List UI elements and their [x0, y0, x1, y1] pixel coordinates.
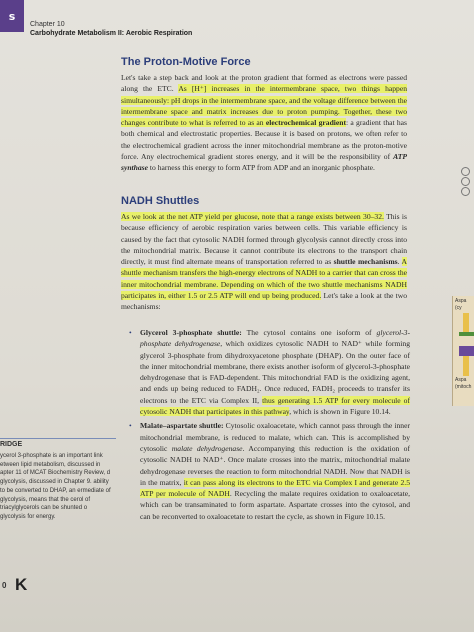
- molecule-ring-icon: [461, 187, 470, 196]
- shuttle-list: [128, 327, 410, 525]
- highlighted-text: thus generating 1.5 ATP for every molecule of cytosolic NADH that participates in this pathway: [140, 395, 410, 417]
- highlighted-text: As [H⁺] increases in the intermembrane space, two things happen simultaneously: pH drops in the intermembrane space, and the voltage difference between the intermembrane space and matrix increases due to proton pumping. Together, these two changes contribute to what is referred to as an: [121, 84, 407, 128]
- figure-membrane-green: [459, 332, 474, 336]
- nadh-shuttles-heading: NADH Shuttles: [121, 195, 200, 207]
- figure-membrane-bar: [463, 356, 469, 376]
- figure-label: Aspa: [455, 298, 467, 304]
- figure-label: (mitoch: [455, 384, 472, 390]
- chapter-title: Carbohydrate Metabolism II: Aerobic Respiration: [30, 30, 193, 37]
- figure-membrane-purple: [459, 346, 474, 356]
- proton-motive-heading: The Proton-Motive Force: [121, 56, 251, 68]
- highlighted-text: As we look at the net ATP yield per glucose, note that a range exists between 30–32.: [121, 212, 384, 221]
- list-item-glycerol-shuttle: • Glycerol 3-phosphate shuttle: The cytosol contains one isoform of glycerol-3-phosphate dehydrogenase, which oxidizes cytosolic NADH to NAD⁺ while forming glycerol 3-phosphate from dihydroxyacetone phosphate (DHAP). On the outer face of the inner mitochondrial membrane, there exists another isoform of glycerol-3-phosphate dehydrogenase that is FAD-dependent. This mitochondrial FAD is the oxidizing agent, and ends up being reduced to FADH₂. Once reduced, FADH₂ proceeds to transfer its electrons to the ETC via Complex II, thus generating 1.5 ATP for every molecule of cytosolic NADH that participates in this pathway, which is shown in Figure 10.14.: [128, 327, 410, 417]
- publisher-logo: K: [15, 575, 28, 594]
- molecule-ring-icon: [461, 167, 470, 176]
- list-item-malate-shuttle: • Malate–aspartate shuttle: Cytosolic oxaloacetate, which cannot pass through the inner mitochondrial membrane, is reduced to malate, which can. This is accomplished by cytosolic malate dehydrogenase. Accompanying this reduction is the oxidation of cytosolic NADH to NAD⁺. Once malate crosses into the matrix, mitochondrial malate dehydrogenase reverses the reaction to form mitochondrial NADH. Now that NADH is in the matrix, it can pass along its electrons to the ETC via Complex I and generate 2.5 ATP per molecule of NADH. Recycling the malate requires oxidation to oxaloacetate, which can be transaminated to form aspartate. Aspartate crosses into the cytosol, and can be reconverted to oxaloacetate to restart the cycle, as shown in Figure 10.15.: [128, 420, 410, 522]
- key-term: ATP synthase: [121, 152, 407, 173]
- chapter-label: Chapter 10: [30, 21, 65, 28]
- key-term: electrochemical gradient: [265, 118, 347, 128]
- bridge-sidebar-title: RIDGE: [0, 441, 23, 448]
- highlighted-text: it can pass along its electrons to the ETC via Complex I and generate 2.5 ATP per molecule of NADH: [140, 477, 410, 499]
- figure-label: Aspa: [455, 377, 467, 383]
- figure-membrane-bar: [463, 313, 469, 332]
- chapter-corner-tab: s: [0, 0, 24, 32]
- proton-motive-paragraph: Let's take a step back and look at the proton gradient that formed as electrons were passed along the ETC. As [H⁺] increases in the intermembrane space, two things happen simultaneously: pH drops in the intermembrane space, and the voltage difference between the intermembrane space and matrix increases due to proton pumping. Together, these two changes contribute to what is referred to as an electrochemical gradient: a gradient that has both chemical and electrostatic properties. Because it is based on protons, we often refer to the electrochemical gradient across the inner mitochondrial membrane as the proton-motive force. Any electrochemical gradient stores energy, and it will be the responsibility of ATP synthase to harness this energy to form ATP from ADP and an inorganic phosphate.: [121, 73, 407, 173]
- key-term: shuttle mechanisms: [333, 257, 398, 267]
- figure-label: (cy: [455, 305, 462, 311]
- page-number: 0: [2, 581, 7, 590]
- highlighted-text: A shuttle mechanism transfers the high-energy electrons of NADH to a carrier that can cross the inner mitochondrial membrane. Depending on which of the two shuttle mechanisms NADH participates in, either 1.5 or 2.5 ATP will end up being produced.: [121, 257, 407, 301]
- bridge-divider: [0, 438, 116, 439]
- bridge-sidebar-text: ycerol 3-phosphate is an important link etween lipid metabolism, discussed in apter 11 of MCAT Biochemistry Review, d glycolysis, discussed in Chapter 9. ability to be converted to DHAP, an ermediate of glycolysis, means that the cerol of triacylglycerols can be shunted o glycolysis for energy.: [0, 453, 111, 520]
- nadh-paragraph: As we look at the net ATP yield per glucose, note that a range exists between 30–32. This is because efficiency of aerobic respiration varies between cells. This variable efficiency is caused by the fact that cytosolic NADH formed through glycolysis cannot directly cross into the mitochondrial matrix. Because it cannot contribute its electrons to the transport chain directly, it must find alternate means of transportation referred to as shuttle mechanisms. A shuttle mechanism transfers the high-energy electrons of NADH to a carrier that can cross the inner mitochondrial membrane. Depending on which of the two shuttle mechanisms NADH participates in, either 1.5 or 2.5 ATP will end up being produced. Let's take a look at the two mechanisms:: [121, 212, 407, 312]
- molecule-ring-icon: [461, 177, 470, 186]
